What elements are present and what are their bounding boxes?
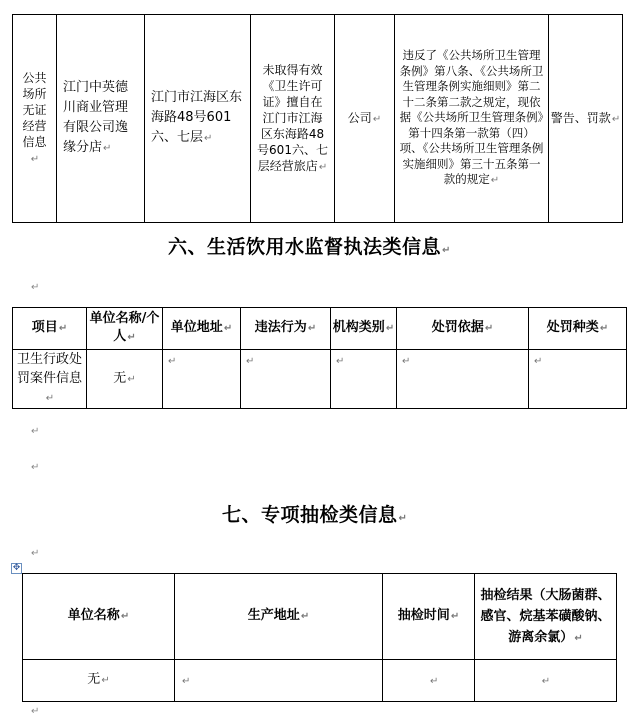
cell-unit-name: 无↵ — [23, 660, 175, 702]
paragraph-mark: ↵ — [31, 426, 40, 437]
cell-empty: ↵ — [241, 350, 331, 409]
cell-company: 江门中英德川商业管理有限公司逸缘分店↵ — [57, 15, 145, 223]
cell-empty: ↵ — [383, 660, 475, 702]
cell-category: 公共场所无证经营信息↵ — [13, 15, 57, 223]
cell-item: 卫生行政处罚案件信息↵ — [13, 350, 87, 409]
table-drinking-water — [12, 307, 627, 409]
cell-empty: ↵ — [163, 350, 241, 409]
paragraph-mark: ↵ — [31, 706, 40, 717]
header-production-address: 生产地址↵ — [175, 574, 383, 660]
paragraph-mark: ↵ — [31, 462, 40, 473]
cell-violation: 未取得有效《卫生许可证》擅自在江门市江海区东海路48号601六、七层经营旅店↵ — [251, 15, 335, 223]
header-org-type: 机构类别↵ — [331, 308, 397, 350]
cell-org-type: 公司↵ — [335, 15, 395, 223]
cell-empty: ↵ — [529, 350, 627, 409]
table-public-venue — [12, 14, 623, 223]
section7-title: 七、专项抽检类信息↵ — [222, 504, 408, 526]
cell-unit-name: 无↵ — [87, 350, 163, 409]
header-penalty-type: 处罚种类↵ — [529, 308, 627, 350]
header-violation: 违法行为↵ — [241, 308, 331, 350]
cell-basis: 违反了《公共场所卫生管理条例》第八条、《公共场所卫生管理条例实施细则》第二十二条第二款之规定，现依据《公共场所卫生管理条例》第十四条第一款第（四）项、《公共场所卫生管理条例实施细则》第三十五条第一款的规定↵ — [395, 15, 549, 223]
header-unit-name: 单位名称↵ — [23, 574, 175, 660]
cell-empty: ↵ — [397, 350, 529, 409]
cell-empty: ↵ — [331, 350, 397, 409]
section6-title: 六、生活饮用水监督执法类信息↵ — [168, 236, 451, 258]
cell-penalty: 警告、罚款↵ — [549, 15, 623, 223]
header-unit-name: 单位名称/个人↵ — [87, 308, 163, 350]
cell-empty: ↵ — [475, 660, 617, 702]
top-border — [0, 0, 632, 1]
header-item: 项目↵ — [13, 308, 87, 350]
paragraph-mark: ↵ — [31, 548, 40, 559]
table-move-handle[interactable]: ✥ — [12, 563, 21, 573]
header-unit-address: 单位地址↵ — [163, 308, 241, 350]
header-basis: 处罚依据↵ — [397, 308, 529, 350]
cell-empty: ↵ — [175, 660, 383, 702]
paragraph-mark: ↵ — [31, 282, 40, 293]
cell-address: 江门市江海区东海路48号601六、七层↵ — [145, 15, 251, 223]
header-check-result: 抽检结果（大肠菌群、感官、烷基苯磺酸钠、游离余氯）↵ — [475, 574, 617, 660]
header-check-time: 抽检时间↵ — [383, 574, 475, 660]
table-spot-check — [22, 573, 617, 702]
